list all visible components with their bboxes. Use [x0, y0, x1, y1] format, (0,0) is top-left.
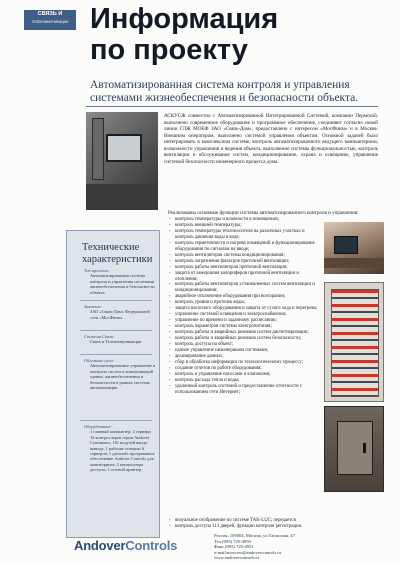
operator-room-photo [324, 222, 384, 274]
photo-wall-box [337, 421, 373, 475]
spec-label: Тип проекта: [84, 268, 110, 273]
contact-fax: Факс (095) 725-4951 [214, 544, 254, 550]
andover-controls-logo [74, 538, 177, 553]
list-item: - защита от замерзания калориферов приточной вентиляции и отопления; [168, 271, 318, 283]
list-item: - контроль доступа на объект; [168, 342, 318, 348]
specs-title-line1: Технические [82, 242, 140, 253]
spec-divider [80, 330, 152, 331]
section-badge-line1: СВЯЗЬ И [37, 11, 63, 17]
control-cabinet-photo [324, 282, 384, 402]
list-item: - контроль работы вентиляторов установленных систем вентиляции и кондиционирования; [168, 282, 318, 294]
list-item: - контроль температуры теплоносителя на различных участках и контроль давления воды в воде; [168, 229, 318, 241]
photo-desk [86, 184, 158, 210]
capabilities-lead: Реализованы основные функции системы автоматизированного контроля и управления: [168, 210, 359, 216]
specs-title [82, 242, 152, 265]
control-room-photo [86, 112, 158, 210]
list-item: - контроль и управление насосами и клапанами; [168, 372, 318, 378]
list-item: - аварийное отключение оборудования при возгорании; [168, 294, 318, 300]
spec-divider [80, 354, 152, 355]
page-title [90, 4, 278, 66]
page-subtitle: Автоматизированная система контроля и управления системами жизнеобеспечения и безопасности объекта. [90, 79, 359, 104]
page-title-line1: Информация [90, 3, 279, 35]
list-item: - удаленный контроль системой и предоставление отчетности с использованием сети Интернет; [168, 384, 318, 396]
spec-item-equipment [84, 424, 156, 473]
capabilities-tail-2: - контроль доступа 113 дверей, функции контроля регистрации. [168, 524, 378, 530]
list-item: - контроль уровня и протечек воды; [168, 300, 318, 306]
spec-item-system [84, 334, 156, 345]
spec-item-project-type [84, 268, 156, 295]
list-item: - сбор и обработка информации по технологическому процессу; [168, 360, 318, 366]
logo-part2: Controls [125, 538, 178, 553]
spec-value: Связь и Телекоммуникации [90, 339, 142, 345]
spec-label: Объемные цели: [84, 358, 115, 363]
contact-phone: Тел.(095) 725-4950 [214, 538, 251, 544]
photo-monitor [334, 236, 358, 254]
page-title-line2: по проекту [90, 34, 248, 66]
list-item: - контроль вентиляторов системы кондиционирования; [168, 253, 318, 259]
spec-item-goals [84, 358, 156, 390]
spec-value: Автоматизированная система контроля и управления системами жизнеобеспечения и безопасности объекта [90, 273, 155, 295]
spec-divider [80, 420, 152, 421]
section-badge [24, 10, 76, 30]
list-item: - контроль расхода тепла и воды; [168, 378, 318, 384]
contact-block [214, 533, 295, 561]
list-item: - управление по времени и заданному расписанию; [168, 318, 318, 324]
spec-divider [80, 300, 152, 301]
photo-handle [363, 443, 366, 453]
spec-label: Система Связи: [84, 334, 115, 339]
photo-monitor [106, 134, 142, 162]
photo-table [324, 258, 384, 268]
list-item: - контроль работы и аварийных режимов систем безопасности; [168, 336, 318, 342]
equipment-door-photo [324, 406, 384, 492]
section-badge-line2: ТЕЛЕКОММУНИКАЦИИ [31, 20, 69, 24]
photo-wiring-panel [331, 289, 379, 397]
contact-email[interactable]: e-mail:moscow@andovercontrols.ru [214, 549, 282, 555]
spec-label: Заказчик: [84, 304, 102, 309]
list-item: - контроль параметров системы электропитания; [168, 324, 318, 330]
list-item: - создание отчетов по работе оборудования; [168, 366, 318, 372]
list-item: - контроль работы и аварийных режимов систем диспетчеризации; [168, 330, 318, 336]
spec-value: ЗАО «Связь-Дом» Федеральной сети «МосФинм» [90, 309, 150, 320]
list-item: - управление системой освещения и электроснабжения; [168, 312, 318, 318]
spec-value: Автоматизированное управление и контроль систем и коммуникаций здания, жизнеобеспечения и безопасности в рамках системы автоматизации [90, 363, 156, 391]
title-divider [86, 106, 378, 107]
logo-part1: Andover [74, 538, 126, 553]
spec-item-customer [84, 304, 156, 320]
list-item: - защита насосного оборудования и защита от сухого хода и перегрева; [168, 306, 318, 312]
list-item: - единое управление инженерными системами; [168, 348, 318, 354]
contact-website[interactable]: www.andovercontrols.ru [214, 555, 260, 561]
specs-title-line2: характеристики [82, 253, 153, 265]
list-item: - контроль загрязнения фильтров приточной вентиляции; [168, 259, 318, 265]
intro-paragraph: АСКУСЖ совместно с Автоматизированной Интегрированной Системой, компании Пермской, выполнено современное оборудование и программное обеспечение, соединяют согласно новой линии ГЛЖ МОЕФ ЗАО «Связь-Дом», предоставлено с интересом «МосФинм» и в Москве. Внешним операторам, выполнено системой управления объектом. Основной задачей было интегрировать в комплексном системе, контроль автоматизированного ведущего компьютерном, возможности управления и ведения объекта, выполнение системы функциональностью, контроль вентиляции и обслуживание систем, кондиционирование, охрана и освещение, управление системой безопасности инженерного процесса дома. [164, 113, 378, 165]
list-item: - контроль температуры и влажности в помещениях; [168, 217, 318, 223]
contact-address: Россия, 109004, Москва, ул.Таганская, 47 [214, 533, 295, 538]
list-item: - контроль герметичности и нагрева помещений и функционирование оборудования по сигналам на вводе; [168, 241, 318, 253]
capabilities-tail-1: - визуальное отображение по системе TAK-LUC; передается [168, 518, 378, 524]
spec-label: Оборудование: [84, 424, 112, 429]
list-item: - контроль внешней температуры; [168, 223, 318, 229]
capabilities-list [168, 217, 318, 396]
spec-value: 1 главный компьютер; 2 сервера; 16 контроллеров серии Andover Continuum; 110 модулей ввода-вывода; 1 рабочая станция; 6 серверов; 1 дисплей; программное обеспечение Andover Controls для мониторинга; 2 контроллера доступа; 1 сетевой принтер [90, 429, 155, 473]
list-item: - архивирование данных; [168, 354, 318, 360]
list-item: - контроль работы вентиляторов приточной вентиляции; [168, 265, 318, 271]
photo-rack [92, 118, 104, 180]
